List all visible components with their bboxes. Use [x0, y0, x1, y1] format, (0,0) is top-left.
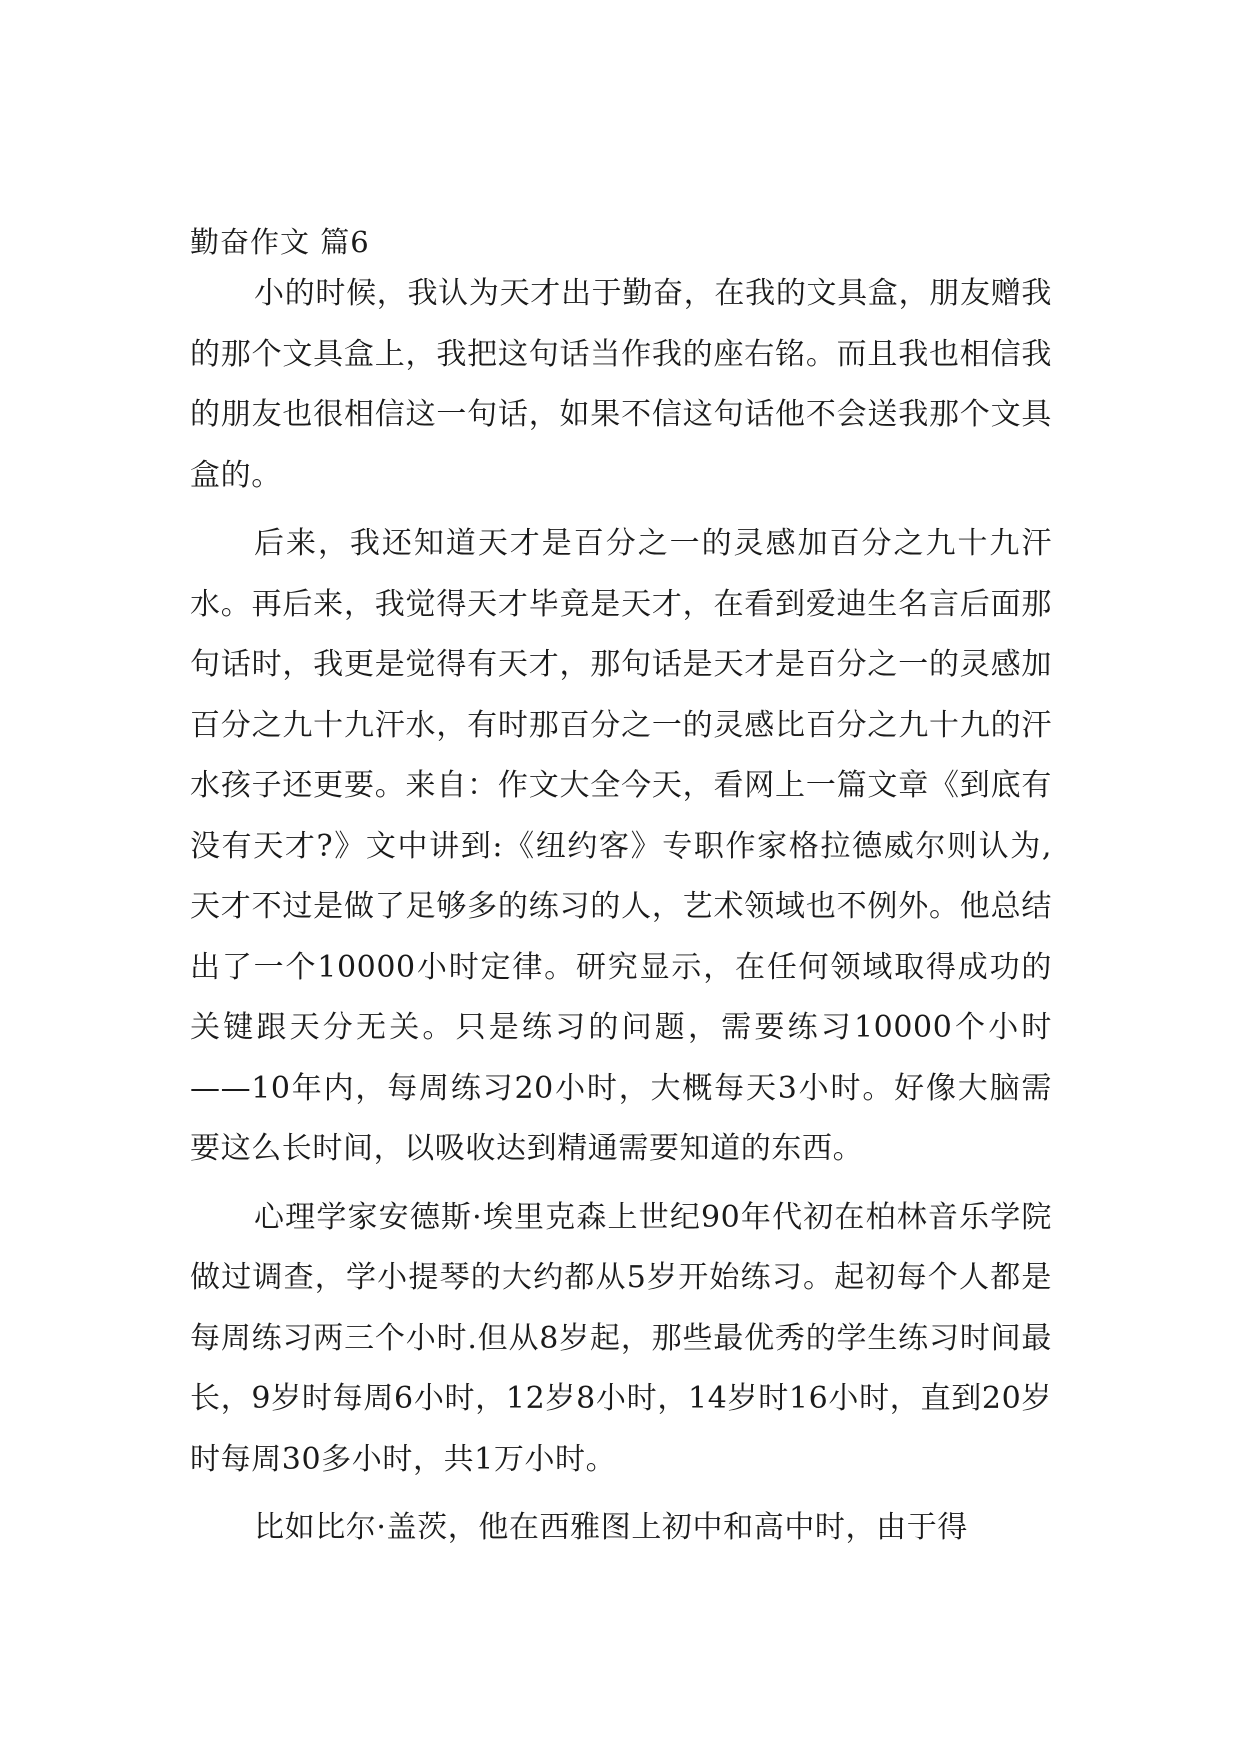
- paragraph-4: 比如比尔·盖茨，他在西雅图上初中和高中时，由于得: [254, 1510, 968, 1545]
- document-title: 勤奋作文 篇6: [190, 225, 370, 259]
- paragraph-3: 心理学家安德斯·埃里克森上世纪90年代初在柏林音乐学院做过调查，学小提琴的大约都从5岁开始练习。起初每个人都是每周练习两三个小时.但从8岁起，那些最优秀的学生练习时间最长，9岁时每周6小时，12岁8小时，14岁时16小时，直到20岁时每周30多小时，共1万小时。: [190, 1199, 1052, 1477]
- paragraph-1: 小的时候，我认为天才出于勤奋，在我的文具盒，朋友赠我的那个文具盒上，我把这句话当作我的座右铭。而且我也相信我的朋友也很相信这一句话，如果不信这句话他不会送我那个文具盒的。: [190, 276, 1052, 493]
- paragraph-2: 后来，我还知道天才是百分之一的灵感加百分之九十九汗水。再后来，我觉得天才毕竟是天才，在看到爱迪生名言后面那句话时，我更是觉得有天才，那句话是天才是百分之一的灵感加百分之九十九汗水，有时那百分之一的灵感比百分之九十九的汗水孩子还更要。来自：作文大全今天，看网上一篇文章《到底有没有天才?》文中讲到:《纽约客》专职作家格拉德威尔则认为,天才不过是做了足够多的练习的人，艺术领域也不例外。他总结出了一个10000小时定律。研究显示，在任何领域取得成功的关键跟天分无关。只是练习的问题，需要练习10000个小时——10年内，每周练习20小时，大概每天3小时。好像大脑需要这么长时间，以吸收达到精通需要知道的东西。: [190, 526, 1052, 1166]
- document-body: [190, 222, 1052, 1567]
